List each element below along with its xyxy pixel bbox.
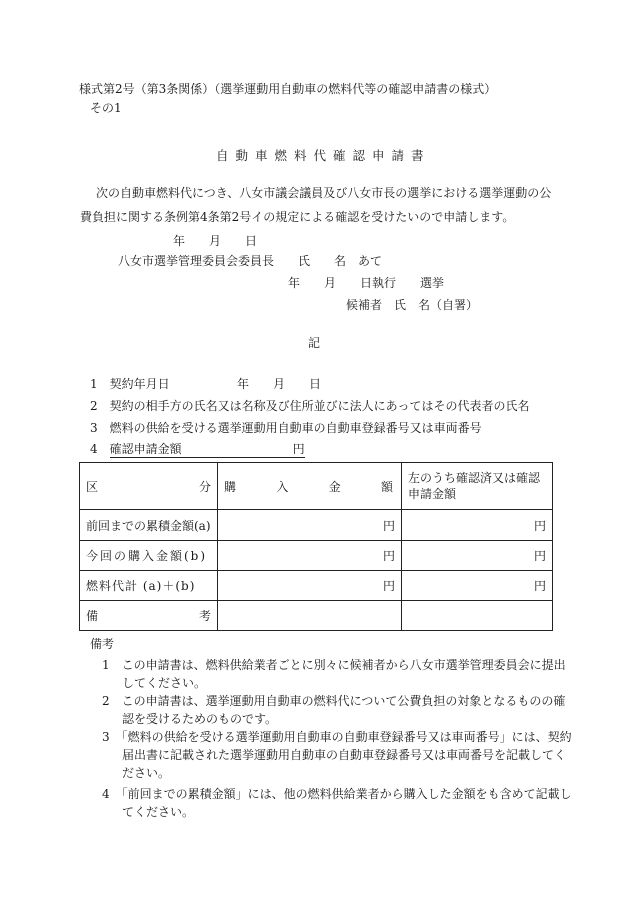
item-4	[90, 442, 305, 458]
row-label: 燃料代計 (a)＋(b)	[80, 571, 218, 601]
note-1: 1 この申請書は、燃料供給業者ごとに別々に候補者から八女市選挙管理委員会に提出してください。	[102, 658, 566, 690]
addressee: 八女市選挙管理委員会委員長 氏 名 あて	[118, 254, 383, 268]
item-text: 燃料の供給を受ける選挙運動用自動車の自動車登録番号又は車両番号	[109, 421, 482, 435]
header-purchase-amount: 購 入 金 額	[218, 463, 402, 510]
table-header-row	[80, 463, 553, 510]
intro-line-1: 次の自動車燃料代につき、八女市議会議員及び八女市長の選挙における選挙運動の公	[96, 186, 552, 200]
item-3	[90, 421, 482, 436]
header-kubun: 区 分	[80, 463, 218, 510]
row-label: 前回までの累積金額(a)	[80, 510, 218, 541]
remarks-label: 備 考	[80, 601, 218, 631]
table-row	[80, 510, 553, 541]
item-text: 契約の相手方の氏名又は名称及び住所並びに法人にあってはその代表者の氏名	[109, 399, 530, 413]
notes-heading: 備考	[90, 637, 115, 651]
intro-line-2: 費負担に関する条例第4条第2号イの規定による確認を受けたいので申請します。	[80, 210, 515, 224]
table-row-remarks	[80, 601, 553, 631]
item-number: 4	[90, 442, 98, 456]
note-3: 3 「燃料の供給を受ける選挙運動用自動車の自動車登録番号又は車両番号」には、契約届出書に記載された選挙運動用自動車の自動車登録番号又は車両番号を記載してください。	[102, 730, 572, 780]
amount-underline	[110, 442, 305, 458]
item-text: 確認申請金額	[109, 442, 182, 456]
form-number-label: 様式第2号（第3条関係）（選挙運動用自動車の燃料代等の確認申請書の様式）	[79, 82, 497, 96]
item-2	[90, 399, 530, 414]
purchase-amount-cell: 円	[218, 510, 402, 541]
purchase-amount-cell: 円	[218, 571, 402, 601]
amount-table	[79, 462, 553, 631]
confirmed-amount-cell: 円	[402, 510, 553, 541]
table-row	[80, 571, 553, 601]
item-number: 2	[90, 399, 98, 413]
yen-unit: 円	[292, 442, 305, 456]
item-number: 3	[90, 421, 98, 435]
item-1-date: 年 月 日	[237, 377, 322, 391]
item-text: 契約年月日	[109, 377, 170, 391]
note-2: 2 この申請書は、選挙運動用自動車の燃料代について公費負担の対象となるものの確認を受けるためのものです。	[102, 694, 566, 726]
confirmed-amount-cell: 円	[402, 541, 553, 571]
purchase-amount-cell: 円	[218, 541, 402, 571]
form-part-label: その1	[90, 101, 122, 115]
candidate-signature-line: 候補者 氏 名（自署）	[346, 298, 479, 312]
document-title: 自動車燃料代確認申請書	[216, 148, 431, 163]
note-4: 4 「前回までの累積金額」には、他の燃料供給業者から購入した金額をも含めて記載してください。	[102, 787, 572, 819]
remarks-cell	[218, 601, 402, 631]
item-1	[90, 377, 170, 392]
item-number: 1	[90, 377, 98, 391]
application-date: 年 月 日	[173, 234, 258, 248]
confirmed-amount-cell: 円	[402, 571, 553, 601]
election-date-line: 年 月 日執行 選挙	[288, 276, 445, 290]
ki-heading: 記	[308, 336, 321, 350]
row-label: 今回の購入金額(b)	[80, 541, 218, 571]
table-row	[80, 541, 553, 571]
header-confirmed-amount: 左のうち確認済又は確認申請金額	[402, 463, 553, 510]
remarks-cell	[402, 601, 553, 631]
